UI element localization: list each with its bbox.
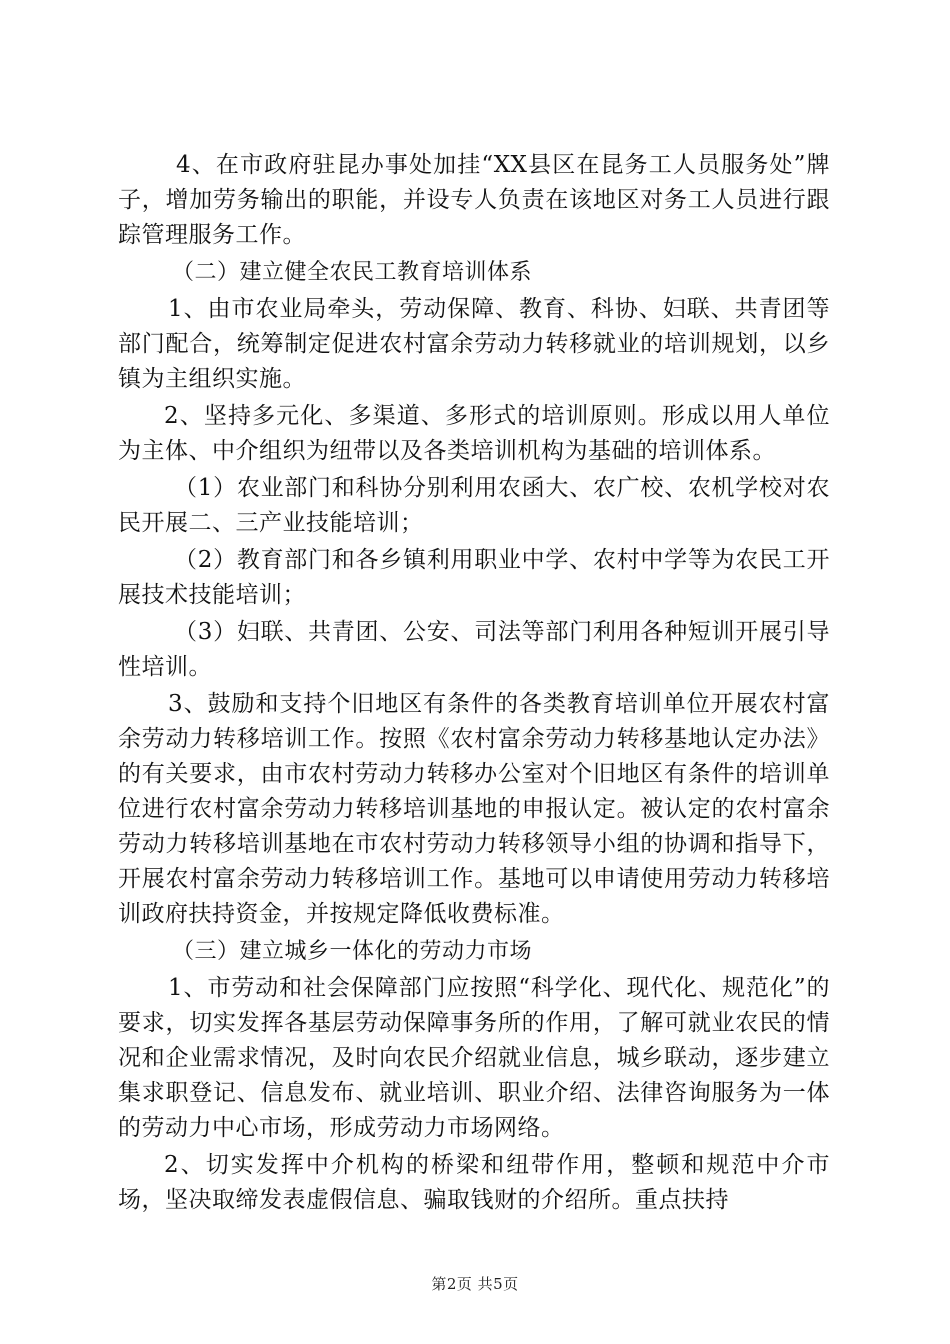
section-heading-training-system: （二）建立健全农民工教育培训体系 xyxy=(172,260,533,285)
page-number-footer: 第2页 共5页 xyxy=(431,1275,519,1293)
paragraph-intermediary-agencies: 2、切实发挥中介机构的桥梁和纽带作用，整顿和规范中介市场，坚决取缔发表虚假信息、骗取钱财的介绍所。重点扶持 xyxy=(118,1152,830,1213)
section-heading-labor-market: （三）建立城乡一体化的劳动力市场 xyxy=(172,939,533,964)
list-item-guidance-training: （3）妇联、共青团、公安、司法等部门利用各种短训开展引导性培训。 xyxy=(118,619,830,680)
paragraph-training-bases: 3、鼓励和支持个旧地区有条件的各类教育培训单位开展农村富余劳动力转移培训工作。按照《农村富余劳动力转移基地认定办法》的有关要求，由市农村劳动力转移办公室对个旧地区有条件的培训单位进行农村富余劳动力转移培训基地的申报认定。被认定的农村富余劳动力转移培训基地在市农村劳动力转移领导小组的协调和指导下，开展农村富余劳动力转移培训工作。基地可以申请使用劳动力转移培训政府扶持资金，并按规定降低收费标准。 xyxy=(118,691,830,927)
list-item-agriculture-training: （1）农业部门和科协分别利用农函大、农广校、农机学校对农民开展二、三产业技能培训； xyxy=(118,475,830,536)
paragraph-training-plan: 1、由市农业局牵头，劳动保障、教育、科协、妇联、共青团等部门配合，统筹制定促进农村富余劳动力转移就业的培训规划，以乡镇为主组织实施。 xyxy=(118,296,830,392)
paragraph-labor-market-network: 1、市劳动和社会保障部门应按照“科学化、现代化、规范化”的要求，切实发挥各基层劳动保障事务所的作用，了解可就业农民的情况和企业需求情况，及时向农民介绍就业信息，城乡联动，逐步建立集求职登记、信息发布、就业培训、职业介绍、法律咨询服务为一体的劳动力中心市场，形成劳动力市场网络。 xyxy=(118,975,830,1141)
paragraph-training-principles: 2、坚持多元化、多渠道、多形式的培训原则。形成以用人单位为主体、中介组织为纽带以及各类培训机构为基础的培训体系。 xyxy=(118,403,830,464)
document-body xyxy=(118,148,830,1220)
paragraph-service-office: 4、在市政府驻昆办事处加挂“XX县区在昆务工人员服务处”牌子，增加劳务输出的职能，并设专人负责在该地区对务工人员进行跟踪管理服务工作。 xyxy=(118,152,830,248)
list-item-education-training: （2）教育部门和各乡镇利用职业中学、农村中学等为农民工开展技术技能培训； xyxy=(118,547,830,608)
